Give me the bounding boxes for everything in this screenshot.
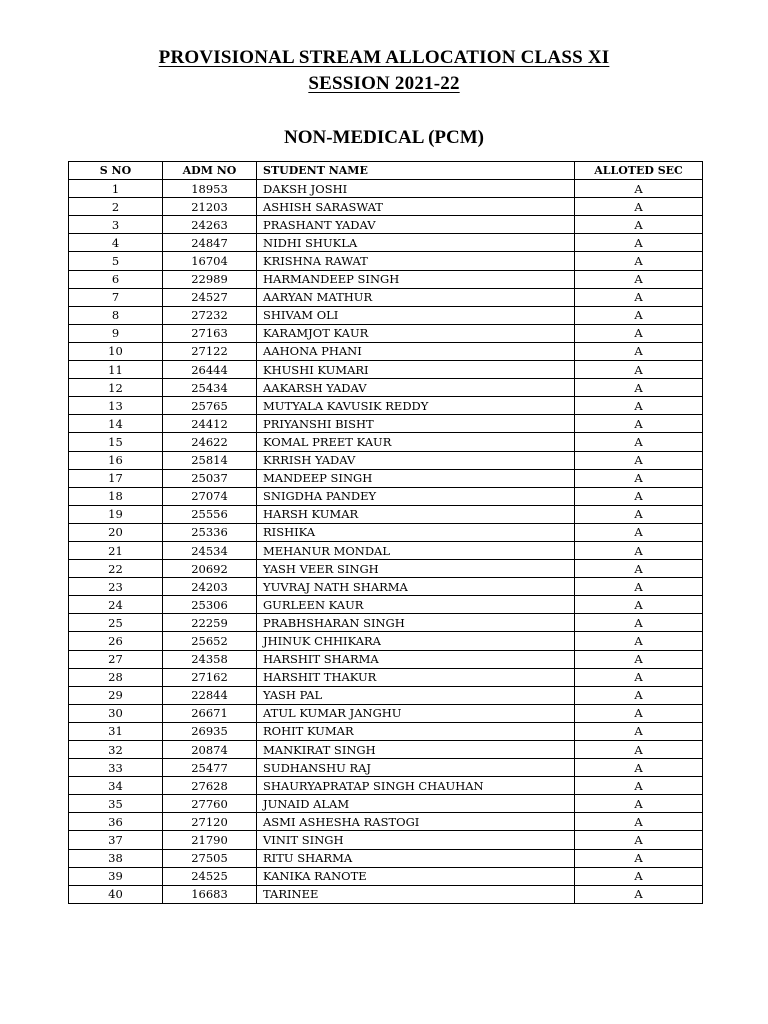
cell-adm-no: 24847 xyxy=(163,234,257,252)
table-row xyxy=(69,234,703,252)
table-row xyxy=(69,578,703,596)
cell-student-name: SHAURYAPRATAP SINGH CHAUHAN xyxy=(257,777,575,795)
table-row xyxy=(69,306,703,324)
cell-sno: 16 xyxy=(69,451,163,469)
cell-sno: 31 xyxy=(69,722,163,740)
cell-adm-no: 24534 xyxy=(163,541,257,559)
cell-sno: 29 xyxy=(69,686,163,704)
cell-adm-no: 22989 xyxy=(163,270,257,288)
cell-alloted-sec: A xyxy=(575,560,703,578)
cell-alloted-sec: A xyxy=(575,759,703,777)
session-title: SESSION 2021-22 xyxy=(308,73,460,94)
table-body xyxy=(69,180,703,904)
cell-student-name: MANKIRAT SINGH xyxy=(257,741,575,759)
cell-alloted-sec: A xyxy=(575,487,703,505)
cell-sno: 24 xyxy=(69,596,163,614)
cell-student-name: SHIVAM OLI xyxy=(257,306,575,324)
cell-alloted-sec: A xyxy=(575,596,703,614)
cell-alloted-sec: A xyxy=(575,324,703,342)
cell-sno: 8 xyxy=(69,306,163,324)
cell-alloted-sec: A xyxy=(575,505,703,523)
cell-student-name: ASHISH SARASWAT xyxy=(257,198,575,216)
cell-alloted-sec: A xyxy=(575,885,703,903)
cell-sno: 22 xyxy=(69,560,163,578)
table-row xyxy=(69,795,703,813)
cell-alloted-sec: A xyxy=(575,180,703,198)
cell-sno: 9 xyxy=(69,324,163,342)
cell-alloted-sec: A xyxy=(575,795,703,813)
cell-alloted-sec: A xyxy=(575,777,703,795)
cell-sno: 21 xyxy=(69,541,163,559)
cell-student-name: YUVRAJ NATH SHARMA xyxy=(257,578,575,596)
cell-student-name: KARAMJOT KAUR xyxy=(257,324,575,342)
cell-student-name: MEHANUR MONDAL xyxy=(257,541,575,559)
cell-adm-no: 27122 xyxy=(163,342,257,360)
header-adm-no: ADM NO xyxy=(163,162,257,180)
cell-alloted-sec: A xyxy=(575,433,703,451)
cell-alloted-sec: A xyxy=(575,361,703,379)
cell-adm-no: 27232 xyxy=(163,306,257,324)
cell-adm-no: 18953 xyxy=(163,180,257,198)
cell-adm-no: 20692 xyxy=(163,560,257,578)
cell-adm-no: 21203 xyxy=(163,198,257,216)
table-row xyxy=(69,596,703,614)
cell-sno: 37 xyxy=(69,831,163,849)
cell-adm-no: 22844 xyxy=(163,686,257,704)
cell-sno: 19 xyxy=(69,505,163,523)
cell-alloted-sec: A xyxy=(575,270,703,288)
cell-student-name: MANDEEP SINGH xyxy=(257,469,575,487)
table-row xyxy=(69,342,703,360)
cell-student-name: MUTYALA KAVUSIK REDDY xyxy=(257,397,575,415)
cell-sno: 34 xyxy=(69,777,163,795)
cell-alloted-sec: A xyxy=(575,614,703,632)
cell-sno: 25 xyxy=(69,614,163,632)
cell-student-name: ASMI ASHESHA RASTOGI xyxy=(257,813,575,831)
cell-sno: 14 xyxy=(69,415,163,433)
cell-student-name: JUNAID ALAM xyxy=(257,795,575,813)
cell-adm-no: 25652 xyxy=(163,632,257,650)
cell-adm-no: 24263 xyxy=(163,216,257,234)
cell-student-name: RISHIKA xyxy=(257,523,575,541)
cell-student-name: AAKARSH YADAV xyxy=(257,379,575,397)
cell-alloted-sec: A xyxy=(575,831,703,849)
table-row xyxy=(69,270,703,288)
cell-adm-no: 24203 xyxy=(163,578,257,596)
table-row xyxy=(69,614,703,632)
cell-alloted-sec: A xyxy=(575,668,703,686)
cell-sno: 7 xyxy=(69,288,163,306)
table-row xyxy=(69,777,703,795)
cell-alloted-sec: A xyxy=(575,379,703,397)
allocation-table xyxy=(68,161,703,904)
cell-student-name: NIDHI SHUKLA xyxy=(257,234,575,252)
cell-sno: 40 xyxy=(69,885,163,903)
header-student-name: STUDENT NAME xyxy=(257,162,575,180)
cell-student-name: JHINUK CHHIKARA xyxy=(257,632,575,650)
cell-sno: 28 xyxy=(69,668,163,686)
cell-sno: 10 xyxy=(69,342,163,360)
cell-adm-no: 20874 xyxy=(163,741,257,759)
cell-sno: 18 xyxy=(69,487,163,505)
cell-sno: 20 xyxy=(69,523,163,541)
table-row xyxy=(69,849,703,867)
cell-sno: 38 xyxy=(69,849,163,867)
cell-adm-no: 27162 xyxy=(163,668,257,686)
table-header-row xyxy=(69,162,703,180)
cell-student-name: ROHIT KUMAR xyxy=(257,722,575,740)
table-row xyxy=(69,451,703,469)
cell-student-name: DAKSH JOSHI xyxy=(257,180,575,198)
table-row xyxy=(69,541,703,559)
cell-alloted-sec: A xyxy=(575,541,703,559)
cell-alloted-sec: A xyxy=(575,650,703,668)
cell-adm-no: 25336 xyxy=(163,523,257,541)
cell-alloted-sec: A xyxy=(575,578,703,596)
cell-adm-no: 16704 xyxy=(163,252,257,270)
cell-student-name: VINIT SINGH xyxy=(257,831,575,849)
cell-student-name: SNIGDHA PANDEY xyxy=(257,487,575,505)
cell-sno: 6 xyxy=(69,270,163,288)
cell-sno: 35 xyxy=(69,795,163,813)
cell-adm-no: 22259 xyxy=(163,614,257,632)
table-row xyxy=(69,560,703,578)
cell-alloted-sec: A xyxy=(575,722,703,740)
table-row xyxy=(69,831,703,849)
cell-alloted-sec: A xyxy=(575,469,703,487)
table-row xyxy=(69,397,703,415)
cell-student-name: PRIYANSHI BISHT xyxy=(257,415,575,433)
table-row xyxy=(69,813,703,831)
cell-alloted-sec: A xyxy=(575,252,703,270)
table-row xyxy=(69,361,703,379)
cell-sno: 23 xyxy=(69,578,163,596)
table-row xyxy=(69,433,703,451)
table-row xyxy=(69,252,703,270)
cell-adm-no: 25477 xyxy=(163,759,257,777)
cell-alloted-sec: A xyxy=(575,288,703,306)
table-row xyxy=(69,180,703,198)
cell-sno: 5 xyxy=(69,252,163,270)
cell-sno: 12 xyxy=(69,379,163,397)
cell-adm-no: 26671 xyxy=(163,704,257,722)
cell-alloted-sec: A xyxy=(575,397,703,415)
cell-sno: 13 xyxy=(69,397,163,415)
cell-alloted-sec: A xyxy=(575,234,703,252)
cell-sno: 33 xyxy=(69,759,163,777)
table-row xyxy=(69,650,703,668)
cell-adm-no: 26444 xyxy=(163,361,257,379)
cell-sno: 32 xyxy=(69,741,163,759)
cell-alloted-sec: A xyxy=(575,867,703,885)
cell-sno: 26 xyxy=(69,632,163,650)
table-row xyxy=(69,722,703,740)
table-row xyxy=(69,469,703,487)
cell-alloted-sec: A xyxy=(575,813,703,831)
cell-sno: 15 xyxy=(69,433,163,451)
cell-adm-no: 24527 xyxy=(163,288,257,306)
cell-adm-no: 25434 xyxy=(163,379,257,397)
table-row xyxy=(69,867,703,885)
cell-sno: 30 xyxy=(69,704,163,722)
table-row xyxy=(69,415,703,433)
cell-student-name: HARSHIT THAKUR xyxy=(257,668,575,686)
cell-student-name: RITU SHARMA xyxy=(257,849,575,867)
stream-heading: NON-MEDICAL (PCM) xyxy=(283,127,484,148)
cell-student-name: PRABHSHARAN SINGH xyxy=(257,614,575,632)
cell-adm-no: 25814 xyxy=(163,451,257,469)
table-row xyxy=(69,686,703,704)
table-row xyxy=(69,632,703,650)
cell-student-name: KRISHNA RAWAT xyxy=(257,252,575,270)
cell-student-name: KANIKA RANOTE xyxy=(257,867,575,885)
cell-alloted-sec: A xyxy=(575,523,703,541)
cell-adm-no: 24622 xyxy=(163,433,257,451)
cell-student-name: GURLEEN KAUR xyxy=(257,596,575,614)
cell-student-name: PRASHANT YADAV xyxy=(257,216,575,234)
cell-sno: 4 xyxy=(69,234,163,252)
table-row xyxy=(69,523,703,541)
cell-student-name: KHUSHI KUMARI xyxy=(257,361,575,379)
table-row xyxy=(69,759,703,777)
cell-student-name: AARYAN MATHUR xyxy=(257,288,575,306)
cell-adm-no: 24412 xyxy=(163,415,257,433)
cell-student-name: HARMANDEEP SINGH xyxy=(257,270,575,288)
table-row xyxy=(69,324,703,342)
cell-adm-no: 27505 xyxy=(163,849,257,867)
cell-adm-no: 24525 xyxy=(163,867,257,885)
table-row xyxy=(69,885,703,903)
cell-alloted-sec: A xyxy=(575,849,703,867)
cell-sno: 3 xyxy=(69,216,163,234)
cell-sno: 1 xyxy=(69,180,163,198)
cell-sno: 39 xyxy=(69,867,163,885)
cell-sno: 17 xyxy=(69,469,163,487)
table-row xyxy=(69,216,703,234)
table-row xyxy=(69,741,703,759)
cell-alloted-sec: A xyxy=(575,342,703,360)
cell-alloted-sec: A xyxy=(575,451,703,469)
cell-student-name: HARSH KUMAR xyxy=(257,505,575,523)
cell-alloted-sec: A xyxy=(575,216,703,234)
cell-alloted-sec: A xyxy=(575,632,703,650)
cell-student-name: ATUL KUMAR JANGHU xyxy=(257,704,575,722)
cell-student-name: SUDHANSHU RAJ xyxy=(257,759,575,777)
table-row xyxy=(69,487,703,505)
table-row xyxy=(69,505,703,523)
cell-alloted-sec: A xyxy=(575,741,703,759)
table-row xyxy=(69,704,703,722)
cell-alloted-sec: A xyxy=(575,415,703,433)
cell-adm-no: 25556 xyxy=(163,505,257,523)
cell-adm-no: 26935 xyxy=(163,722,257,740)
cell-sno: 27 xyxy=(69,650,163,668)
table-row xyxy=(69,668,703,686)
cell-adm-no: 21790 xyxy=(163,831,257,849)
header-sno: S NO xyxy=(69,162,163,180)
cell-alloted-sec: A xyxy=(575,704,703,722)
cell-student-name: AAHONA PHANI xyxy=(257,342,575,360)
cell-sno: 2 xyxy=(69,198,163,216)
cell-sno: 36 xyxy=(69,813,163,831)
cell-student-name: KRRISH YADAV xyxy=(257,451,575,469)
cell-student-name: YASH PAL xyxy=(257,686,575,704)
cell-adm-no: 25306 xyxy=(163,596,257,614)
cell-adm-no: 25037 xyxy=(163,469,257,487)
cell-sno: 11 xyxy=(69,361,163,379)
header-alloted-sec: ALLOTED SEC xyxy=(575,162,703,180)
cell-adm-no: 27074 xyxy=(163,487,257,505)
cell-alloted-sec: A xyxy=(575,686,703,704)
cell-student-name: KOMAL PREET KAUR xyxy=(257,433,575,451)
table-row xyxy=(69,379,703,397)
cell-adm-no: 27163 xyxy=(163,324,257,342)
cell-adm-no: 16683 xyxy=(163,885,257,903)
cell-student-name: TARINEE xyxy=(257,885,575,903)
cell-student-name: HARSHIT SHARMA xyxy=(257,650,575,668)
cell-student-name: YASH VEER SINGH xyxy=(257,560,575,578)
cell-adm-no: 27760 xyxy=(163,795,257,813)
table-row xyxy=(69,288,703,306)
cell-adm-no: 25765 xyxy=(163,397,257,415)
cell-adm-no: 27120 xyxy=(163,813,257,831)
table-row xyxy=(69,198,703,216)
document-title: PROVISIONAL STREAM ALLOCATION CLASS XI xyxy=(158,47,610,68)
cell-adm-no: 24358 xyxy=(163,650,257,668)
cell-alloted-sec: A xyxy=(575,306,703,324)
cell-adm-no: 27628 xyxy=(163,777,257,795)
cell-alloted-sec: A xyxy=(575,198,703,216)
